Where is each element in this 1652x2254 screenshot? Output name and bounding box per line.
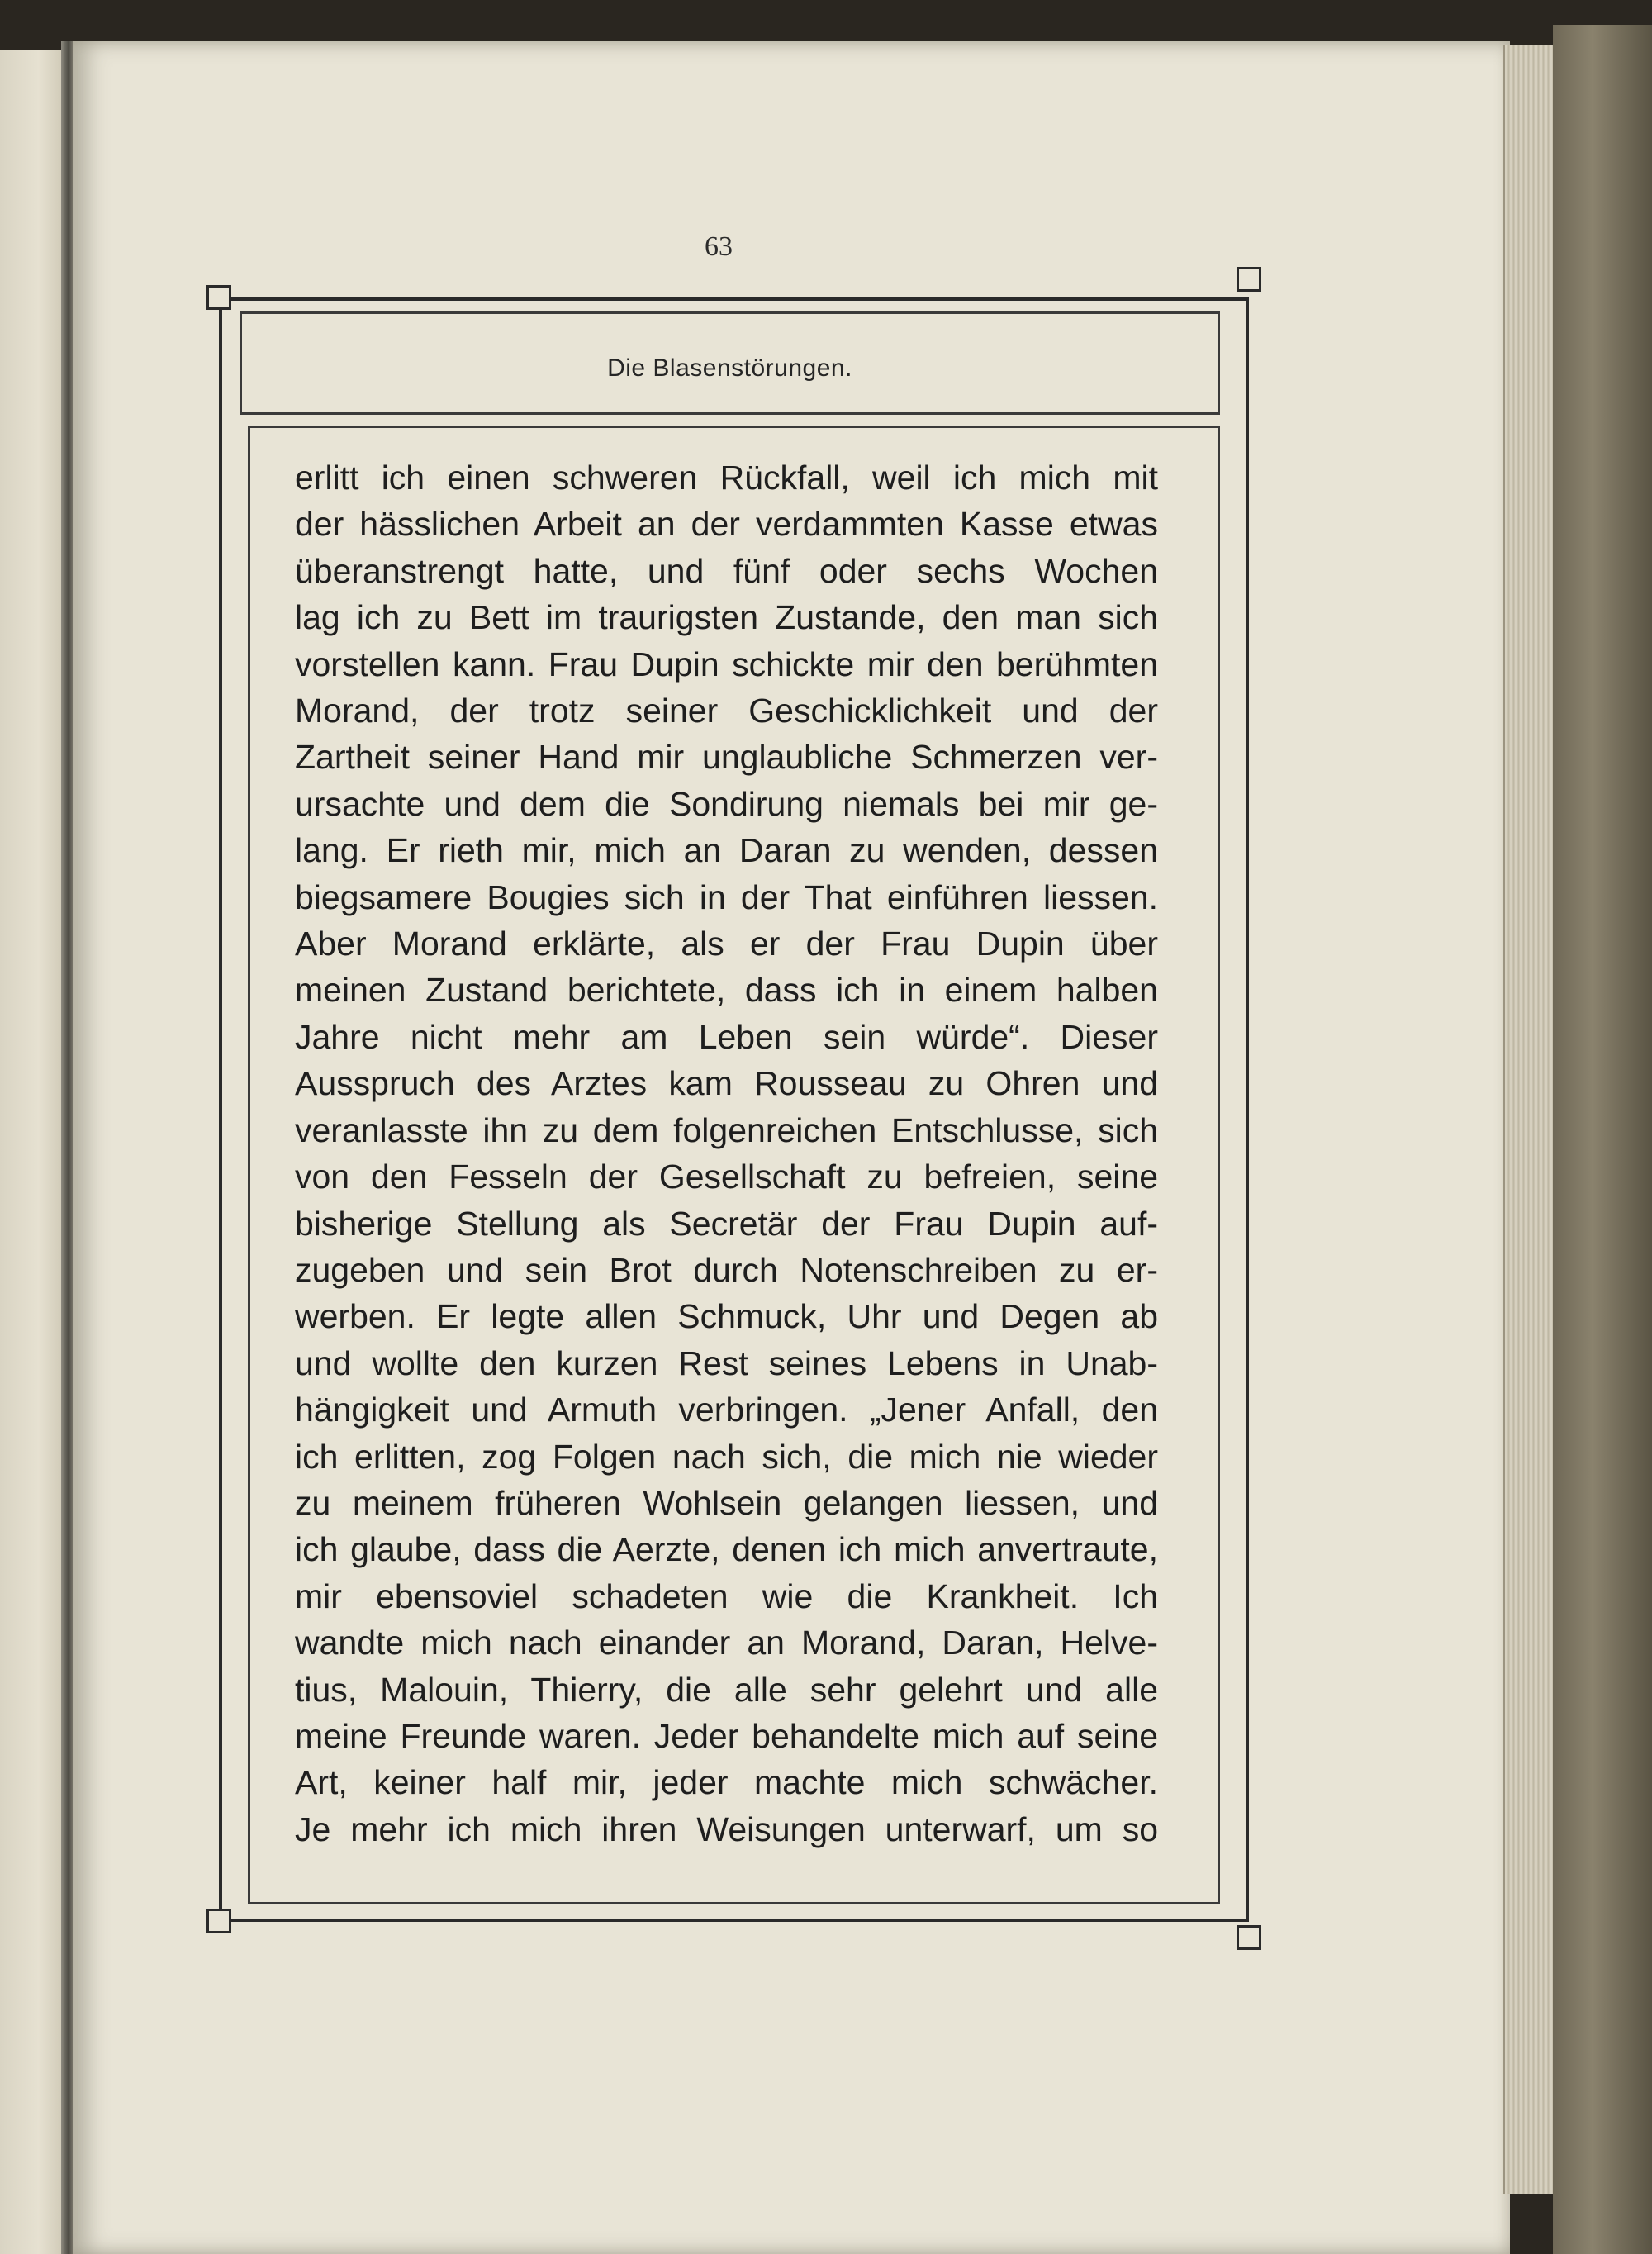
text-line: überanstrengt hatte, und fünf oder sechs Wochen (295, 551, 1158, 590)
text-line: werben. Er legte allen Schmuck, Uhr und Degen ab (295, 1297, 1158, 1336)
text-line: biegsamere Bougies sich in der That einführen liessen. (295, 877, 1158, 916)
running-head: Die Blasenstörungen. (607, 354, 852, 382)
text-line: erlitt ich einen schweren Rückfall, weil ich mich mit (295, 459, 1158, 497)
text-line: vorstellen kann. Frau Dupin schickte mir den berühmten (295, 644, 1158, 683)
text-line: meinen Zustand berichtete, dass ich in einem halben (295, 971, 1158, 1010)
frame-corner-bottom-left (206, 1909, 231, 1933)
text-line: zu meinem früheren Wohlsein gelangen liessen, und (295, 1483, 1158, 1522)
text-line: tius, Malouin, Thierry, die alle sehr gelehrt und alle (295, 1670, 1158, 1709)
text-line: Zartheit seiner Hand mir unglaubliche Schmerzen ver- (295, 738, 1158, 777)
text-line: Morand, der trotz seiner Geschicklichkeit und der (295, 692, 1158, 730)
text-line: wandte mich nach einander an Morand, Daran, Helve- (295, 1624, 1158, 1662)
text-line: von den Fesseln der Gesellschaft zu befreien, seine (295, 1158, 1158, 1196)
frame-corner-top-left (206, 285, 231, 310)
body-text (295, 454, 1158, 1852)
book-cover-edge (1553, 25, 1652, 2254)
text-line: zugeben und sein Brot durch Notenschreiben zu er- (295, 1250, 1158, 1289)
text-line: ich glaube, dass die Aerzte, denen ich mich anvertraute, (295, 1530, 1158, 1569)
text-line: Je mehr ich mich ihren Weisungen unterwarf, um so (295, 1809, 1158, 1848)
frame-corner-top-right (1237, 267, 1261, 292)
text-line: hängigkeit und Armuth verbringen. „Jener Anfall, den (295, 1391, 1158, 1429)
left-page-edge (0, 50, 64, 2254)
text-line: bisherige Stellung als Secretär der Frau Dupin auf- (295, 1204, 1158, 1243)
running-head-box (240, 311, 1220, 415)
text-line: Ausspruch des Arztes kam Rousseau zu Ohren und (295, 1064, 1158, 1103)
page-stack-edges (1503, 45, 1559, 2194)
text-line: Jahre nicht mehr am Leben sein würde“. Dieser (295, 1017, 1158, 1056)
text-line: ursachte und dem die Sondirung niemals bei mir ge- (295, 784, 1158, 823)
text-line: mir ebensoviel schadeten wie die Krankheit. Ich (295, 1576, 1158, 1615)
text-line: der hässlichen Arbeit an der verdammten Kasse etwas (295, 505, 1158, 544)
text-line: veranlasste ihn zu dem folgenreichen Entschlusse, sich (295, 1110, 1158, 1149)
text-line: ich erlitten, zog Folgen nach sich, die mich nie wieder (295, 1437, 1158, 1476)
text-line: und wollte den kurzen Rest seines Lebens in Unab- (295, 1343, 1158, 1382)
text-line: meine Freunde waren. Jeder behandelte mich auf seine (295, 1716, 1158, 1755)
page-number: 63 (705, 231, 733, 262)
text-line: lag ich zu Bett im traurigsten Zustande, den man sich (295, 598, 1158, 637)
frame-corner-bottom-right (1237, 1925, 1261, 1950)
text-line: Aber Morand erklärte, als er der Frau Dupin über (295, 925, 1158, 963)
text-line: Art, keiner half mir, jeder machte mich schwächer. (295, 1763, 1158, 1802)
text-line: lang. Er rieth mir, mich an Daran zu wenden, dessen (295, 831, 1158, 870)
